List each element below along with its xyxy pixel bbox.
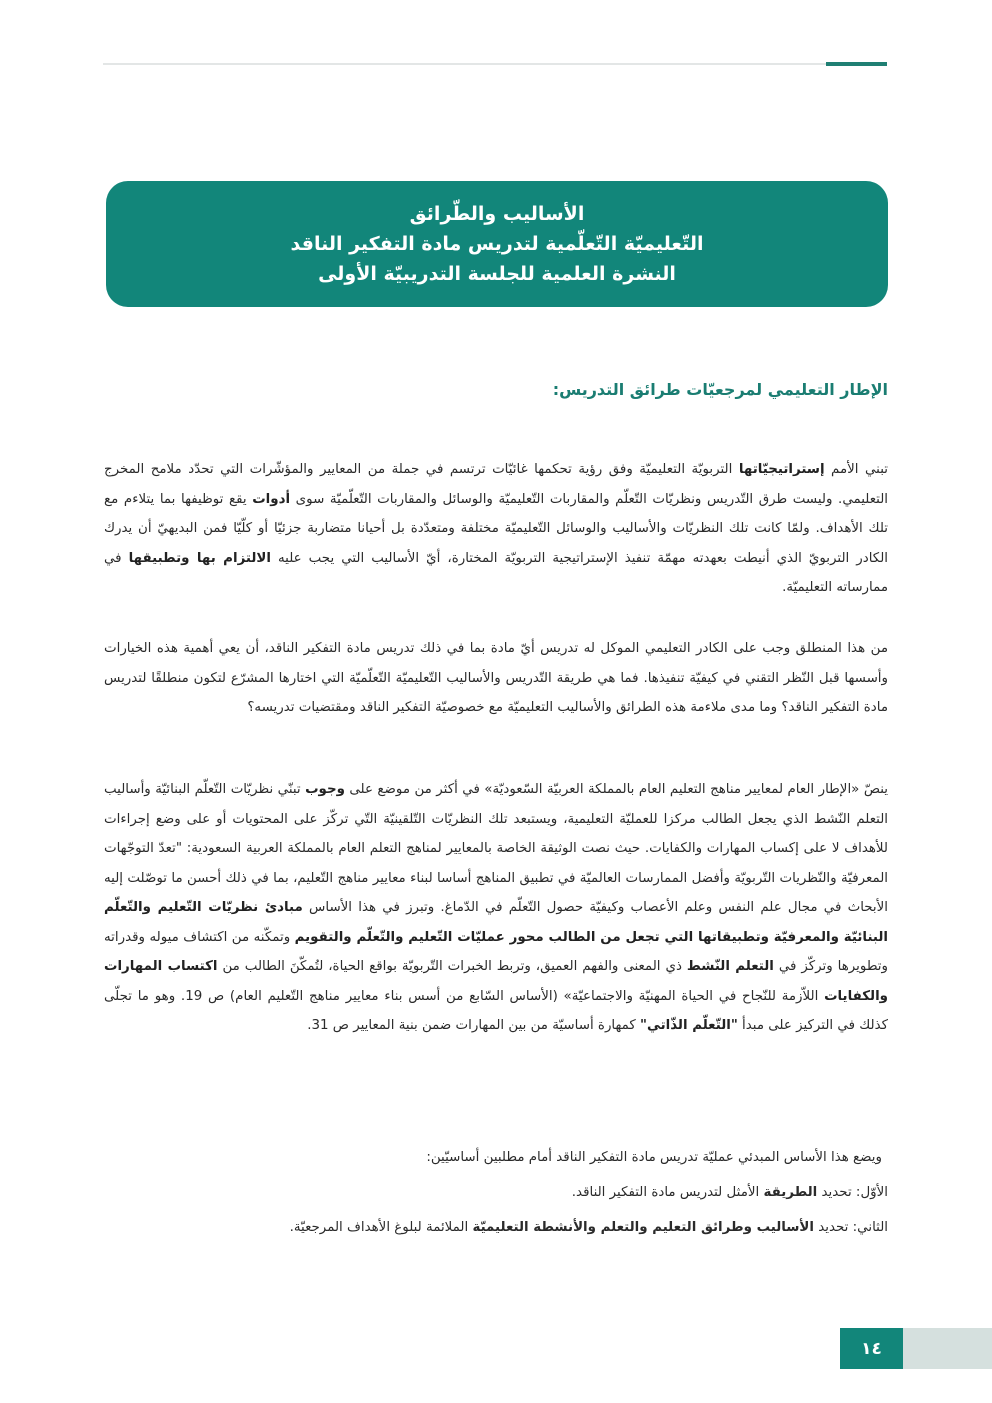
bold-text: الطريقة bbox=[763, 1185, 818, 1200]
text: في ممارساته التعليميّة. bbox=[104, 550, 888, 595]
bold-text: "التّعلّم الذّاتي" bbox=[640, 1018, 738, 1033]
text: تبني الأمم bbox=[824, 462, 888, 477]
text: ينصّ «الإطار العام لمعايير مناهج التعليم العام بالمملكة العربيّة السّعوديّة» في أكثر من موضع على bbox=[344, 782, 888, 797]
bold-text: إستراتيجيّاتها bbox=[738, 462, 825, 477]
text: الأوّل: تحديد bbox=[817, 1185, 888, 1200]
text: تبنّي نظريّات التّعلّم البنائيّة وأساليب التعلم النّشط الذي يجعل الطالب مركزا للعمليّة التعليمية، ويستبعد تلك النظريّات التّلقينيّة التّي تركّز على المحتويات أو على وضع إجراءات للأهداف لا على إكساب المهارات والكفايات. حيث نصت الوثيقة الخاصة بالمعايير لمناهج التعلم العام بالمملكة العربية السعودية: "تعدّ التوجّهات المعرفيّة والنّظريات التّربويّة وأفضل الممارسات العالميّة في تطبيق المناهج أساسا لبناء معايير مناهج التّعليم، بما في ذلك أحسن ما توصّلت إليه الأبحاث في مجال علم النفس وعلم الأعصاب وكيفيّة حصول التّعلّم في الدّماغ. وتبرز في هذا الأساس bbox=[104, 782, 888, 915]
paragraph-1 bbox=[104, 455, 888, 611]
requirement-2 bbox=[104, 1210, 888, 1245]
bold-text: اكتساب المهارات والكفايات bbox=[104, 959, 888, 1004]
top-rule bbox=[103, 63, 887, 65]
requirements-intro: ويضع هذا الأساس المبدئي عمليّة تدريس مادة التفكير الناقد أمام مطلبين أساسيّين: bbox=[426, 1150, 882, 1165]
paragraph-3 bbox=[104, 775, 888, 1049]
text: الملائمة لبلوغ الأهداف المرجعيّة. bbox=[289, 1220, 473, 1235]
section-heading: الإطار التعليمي لمرجعيّات طرائق التدريس: bbox=[552, 380, 888, 399]
top-rule-accent bbox=[826, 62, 887, 66]
text: ذي المعنى والفهم العميق، وتربط الخبرات التّربويّة بواقع الحياة، لتُمكّنَ الطالب من bbox=[217, 959, 687, 974]
text: الأمثل لتدريس مادة التفكير الناقد. bbox=[571, 1185, 764, 1200]
bold-text: أدوات bbox=[252, 491, 291, 507]
title-line-1: الأساليب والطّرائق bbox=[409, 203, 585, 225]
bold-text: الأساليب وطرائق التعليم والتعلم والأنشطة التعليميّة bbox=[472, 1220, 814, 1235]
text: التربويّة التعليميّة وفق رؤية تحكمها غائيّات ترتسم في جملة من المعايير والمؤشّرات التي تحدّد ملامح المخرج التعليمي. وليست طرق التّدريس ونظريّات التّعلّم والمقاربات التّعليميّة والوسائل والمقاربات التّعلّميّة سوى bbox=[104, 462, 888, 507]
title-box bbox=[106, 181, 888, 307]
text: من هذا المنطلق وجب على الكادر التعليمي الموكل له تدريس أيّ مادة بما في ذلك تدريس مادة التفكير الناقد، أن يعي أهمية هذه الخيارات وأسسها قبل النّظر التقني في كيفيّة تنفيذها. فما هي طريقة التّدريس والأساليب التّعليميّة التّعلّميّة التي اختارها المشرّع لتكون منطلقًا لتدريس مادة التفكير الناقد؟ وما مدى ملاءمة هذه الطرائق والأساليب التعليميّة مع خصوصيّة التفكير الناقد ومقتضيات تدريسه؟ bbox=[104, 641, 888, 715]
title-line-2: التّعليميّة التّعلّمية لتدريس مادة التفكير الناقد bbox=[290, 233, 704, 255]
bold-text: الالتزام بها وتطبيقها bbox=[128, 550, 271, 566]
requirement-1 bbox=[104, 1175, 888, 1210]
bold-text: التعلم النّشط bbox=[686, 959, 774, 974]
text: الثاني: تحديد bbox=[814, 1220, 888, 1235]
text: يقع توظيفها بما يتلاءم مع تلك الأهداف. ولمّا كانت تلك النظريّات والأساليب والوسائل التّعليميّة مختلفة ومتعدّدة بل أحيانا متضاربة جزئيّا أو كلّيّا فمن البديهيّ أن يدرك الكادر التربويّ الذي أنيطت بعهدته مهمّة تنفيذ الإستراتيجية التربويّة المختارة، أيّ الأساليب التي يجب عليه bbox=[104, 491, 888, 566]
page-footer-bar bbox=[903, 1328, 992, 1369]
bold-text: مبادئ نظريّات التّعليم والتّعلّم البنائيّة والمعرفيّة وتطبيقاتها التي تجعل من الطالب محور عمليّات التّعليم والتّعلّم والتقويم bbox=[104, 900, 888, 945]
bold-text: وجوب bbox=[305, 782, 345, 797]
page-number: ١٤ bbox=[840, 1328, 903, 1369]
title-line-3: النشرة العلمية للجلسة التدريبيّة الأولى bbox=[318, 263, 676, 285]
text: وتمكّنه من اكتشاف ميوله وقدراته وتطويرها وتركّز في bbox=[104, 929, 888, 974]
text: اللاّزمة للنّجاح في الحياة المهنيّة والاجتماعيّة» (الأساس السّابع من أسس بناء معايير مناهج التّعليم العام) ص 19. وهو ما تجلّى كذلك في التركيز على مبدأ bbox=[104, 988, 888, 1033]
requirements-list bbox=[104, 1140, 888, 1245]
text: كمهارة أساسيّة من بين المهارات ضمن بنية المعايير ص 31. bbox=[307, 1018, 641, 1033]
paragraph-2 bbox=[104, 634, 888, 731]
